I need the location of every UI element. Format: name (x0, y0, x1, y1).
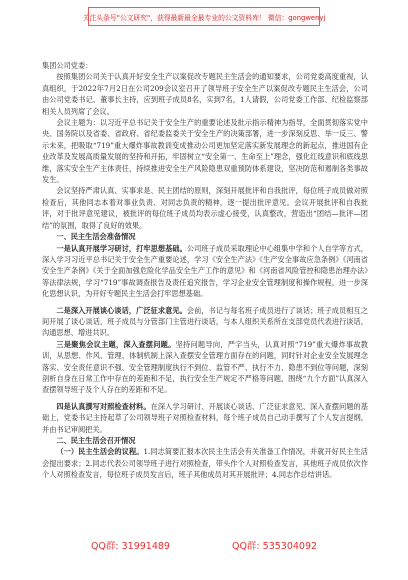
footer-contacts (0, 538, 408, 552)
part-1-paragraph (42, 243, 368, 300)
document-body (42, 60, 368, 481)
part-4-paragraph (42, 401, 368, 435)
part-5-paragraph (42, 446, 368, 480)
part-2-text: 会前，书记与每名班子成员进行了谈话；班子成员相互之间开展了谈心谈话，班子成员与分管部门主管进行谈话，与本人组织关系所在支部党员代表进行谈话，沟通思想、增进共识。 (42, 305, 368, 338)
part-4-lead: 四是认真撰写对照检查材料。 (56, 401, 151, 411)
intro-paragraph-2: 会议主题为：以习近平总书记关于安全生产的重要论述及批示指示精神为指导，全面贯彻落实党中央、国务院以及省委、省政府、省纪委监委关于安全生产的决策部署，进一步深刻反思、举一反三、警示未来，把吸取“719”重大爆炸事故教训变成推动公司更加坚定落实新发展理念的新起点，推进国有企业改革及发展高质量发展的坚持和开拓，牢固树立“安全第一、生命至上”理念，强化红线意识和底线思维，落实安全生产主体责任，持续推进安全生产风险隐患双重预防体系建设，坚决防范和遏制各类事故发生。 (42, 118, 368, 185)
part-3-paragraph (42, 339, 368, 396)
part-2-lead: 二是深入开展谈心谈话，广泛征求意见。 (56, 305, 187, 315)
intro-paragraph-1: 按照集团公司关于认真开好安全生产以案促改专题民主生活会的通知要求，公司党委高度重视，认真组织，于2022年7月2日在公司209会议室召开了领导班子安全生产以案促改专题民主生活会，公司由公司党委书记、董事长主持，应到班子成员8名，实到7名，1人请假，公司党委工作部、纪检监察部相关人员列席了会议。 (42, 72, 368, 116)
part-2-paragraph (42, 305, 368, 339)
salutation: 集团公司党委： (42, 61, 93, 70)
intro-paragraph-3: 会议坚持严肃认真、实事求是、民主团结的原则，深刻开展批评和自我批评，每位班子成员做对照检查后，其他同志本着对事业负责、对同志负责的精神，逐一提出批评意见。会议开展批评和自我批评，对于批评意见建议，被批评的每位班子成员均表示虚心接受，认真整改，营造出“团结—批评—团结”的氛围，取得了良好的效果。 (42, 186, 368, 230)
part-1-lead: 一是认真开展学习研讨，打牢思想基础。 (56, 243, 187, 253)
part-1-text: 公司班子成员采取理论中心组集中学和个人自学等方式，深入学习习近平总书记关于安全生产重要论述，学习《安全生产法》《生产安全事故应急条例》《河南省安全生产条例》《关于全面加强危险化学品安全生产工作的意见》和《河南省风险管控和隐患治理办法》等法律法规，学习“719”事故调查报告及责任追究报告，学习企业安全管理制度和操作规程，进一步深化思想认识，为开好专题民主生活会打牢思想基础。 (42, 243, 368, 299)
section-heading-meeting: 二、民主生活会召开情况 (56, 436, 136, 445)
part-5-lead: （一）民主生活会的议程。 (56, 447, 144, 457)
qq-group-2: QQ群: 535304092 (231, 541, 318, 552)
qq-group-1: QQ群: 31991489 (90, 541, 170, 552)
part-3-lead: 三是聚焦会议主题，深入查摆问题。 (56, 339, 176, 349)
part-4-text: 在深入学习研讨、开展谈心谈话、广泛征求意见、深入查摆问题的基础上，党委书记主持起草了公司领导班子对照检查材料，每个班子成员自己动手撰写了个人发言提纲，并由书记审阅把关。 (42, 401, 368, 434)
part-3-text: 坚持问题导向，严字当头，认真对照“719”重大爆炸事故教训，从思想、作风、管理、体制机制上深入查摆安全管理方面存在的问题，同时针对企业安全发展理念落实、安全责任意识不强、安全管理制度执行不到位、监管不严、执行不力、隐患不到位等问题，深刻剖析自身在日常工作中存在的差距和不足，执行安全生产规定不严格等问题，围绕“九个方面”认真深入查摆领导班子及个人存在的差距和不足。 (42, 339, 368, 395)
part-5-text: 1.同志简要汇报本次民主生活会有关准备工作情况，并就开好民主生活会提出要求；2.同志代表公司领导班子进行对照检查，带头作个人对照检查发言，其他班子成员依次作个人对照检查发言，每位班子成员发言后，班子其他成员对其开展批评；4.同志作总结讲话。 (42, 447, 368, 480)
section-heading-preparation: 一、民主生活会准备情况 (56, 232, 136, 242)
promo-banner: 关注头条号"公文研究"，获得最新最全最专业的公文资料库！ 微信：gongwenyj (88, 7, 320, 26)
